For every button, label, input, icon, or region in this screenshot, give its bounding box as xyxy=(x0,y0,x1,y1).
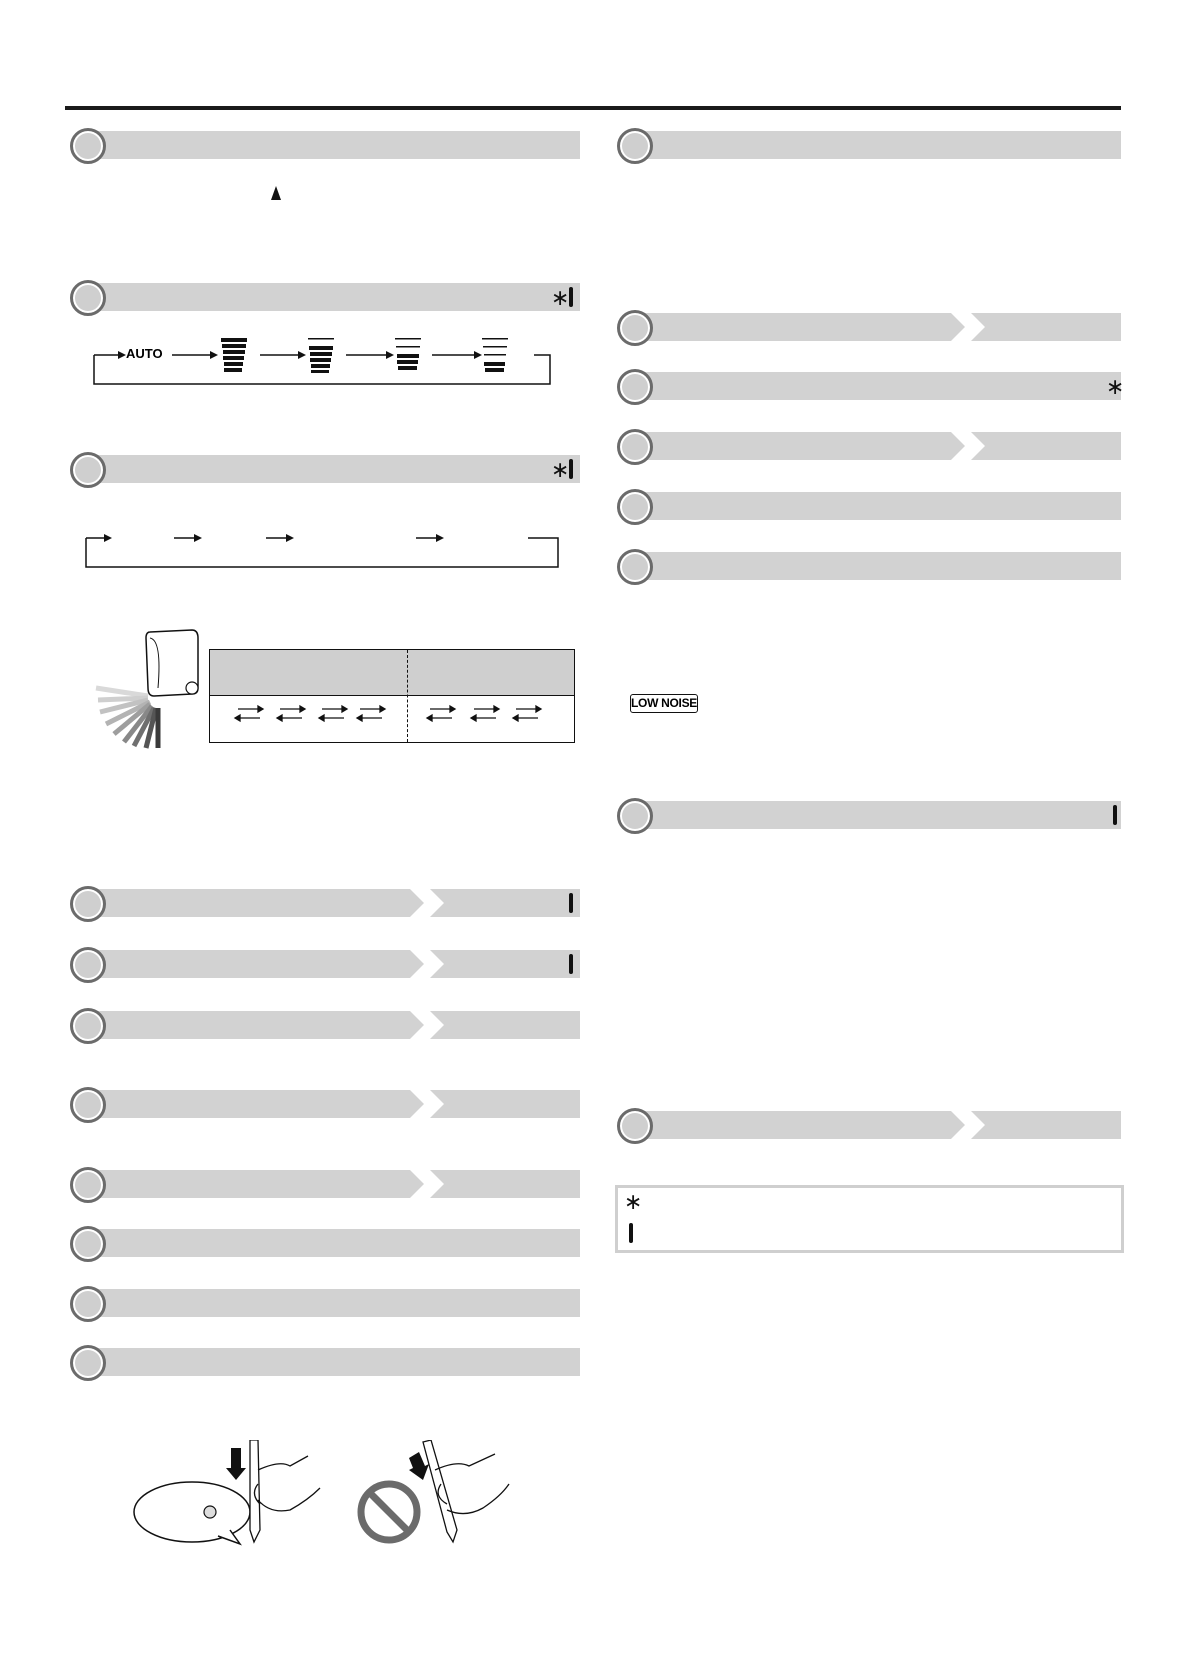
vertical-mark-icon xyxy=(1113,805,1117,825)
section-bar xyxy=(88,1011,580,1039)
section-bar xyxy=(88,1348,580,1376)
asterisk-icon: ∗ xyxy=(1106,375,1125,400)
section-bar xyxy=(631,801,1121,829)
section-bar xyxy=(88,283,580,311)
double-chevron-icon xyxy=(951,1111,1011,1139)
reset-button-correct-illustration xyxy=(130,1440,330,1550)
double-chevron-icon xyxy=(410,1090,470,1118)
double-chevron-icon xyxy=(410,1011,470,1039)
section-bar xyxy=(631,131,1121,159)
section-marker xyxy=(617,1108,653,1144)
section-marker xyxy=(617,549,653,585)
section-marker xyxy=(617,798,653,834)
swing-arrows-icon xyxy=(230,703,570,725)
section-bar xyxy=(88,1229,580,1257)
legend-note-box xyxy=(615,1185,1124,1253)
arrow-up-icon xyxy=(271,186,281,200)
swing-table xyxy=(209,649,575,743)
section-marker xyxy=(70,1286,106,1322)
airflow-cycle-diagram xyxy=(82,526,564,572)
fan-speed-icon xyxy=(306,338,336,378)
section-bar xyxy=(631,552,1121,580)
asterisk-icon: ∗ xyxy=(624,1190,643,1215)
section-marker xyxy=(70,1008,106,1044)
vertical-mark-icon xyxy=(629,1223,633,1243)
section-bar xyxy=(88,889,580,917)
vertical-mark-icon xyxy=(569,287,573,307)
fan-speed-icon xyxy=(480,338,510,378)
double-chevron-icon xyxy=(410,1170,470,1198)
section-marker xyxy=(70,452,106,488)
section-marker xyxy=(70,1345,106,1381)
asterisk-icon: ∗ xyxy=(551,458,570,483)
section-marker xyxy=(70,1167,106,1203)
section-bar xyxy=(88,1170,580,1198)
prohibition-icon xyxy=(357,1440,358,1441)
section-marker xyxy=(70,280,106,316)
section-bar xyxy=(631,1111,1121,1139)
vertical-mark-icon xyxy=(569,893,573,913)
double-chevron-icon xyxy=(951,313,1011,341)
fan-speed-icon xyxy=(219,338,249,378)
low-noise-badge: LOW NOISE xyxy=(630,694,698,713)
reset-button-incorrect-illustration xyxy=(357,1440,527,1550)
section-marker xyxy=(70,947,106,983)
section-marker xyxy=(617,369,653,405)
vertical-mark-icon xyxy=(569,954,573,974)
section-marker xyxy=(617,128,653,164)
section-bar xyxy=(88,131,580,159)
top-rule xyxy=(65,106,1121,110)
section-marker xyxy=(617,429,653,465)
section-bar xyxy=(88,950,580,978)
section-bar xyxy=(631,313,1121,341)
double-chevron-icon xyxy=(410,950,470,978)
double-chevron-icon xyxy=(951,432,1011,460)
asterisk-icon: ∗ xyxy=(551,286,570,311)
section-bar xyxy=(88,1289,580,1317)
section-bar xyxy=(631,492,1121,520)
section-marker xyxy=(70,1226,106,1262)
section-marker xyxy=(70,128,106,164)
section-bar xyxy=(631,372,1121,400)
fan-auto-label: AUTO xyxy=(126,346,163,361)
vertical-mark-icon xyxy=(569,459,573,479)
swing-table-header xyxy=(210,650,574,696)
section-marker xyxy=(70,1087,106,1123)
section-marker xyxy=(617,489,653,525)
ac-unit-louver-illustration xyxy=(92,628,202,750)
swing-table-divider xyxy=(407,650,408,742)
section-bar xyxy=(631,432,1121,460)
section-bar xyxy=(88,1090,580,1118)
section-bar xyxy=(88,455,580,483)
fan-speed-icon xyxy=(393,338,423,378)
section-marker xyxy=(617,310,653,346)
section-marker xyxy=(70,886,106,922)
double-chevron-icon xyxy=(410,889,470,917)
